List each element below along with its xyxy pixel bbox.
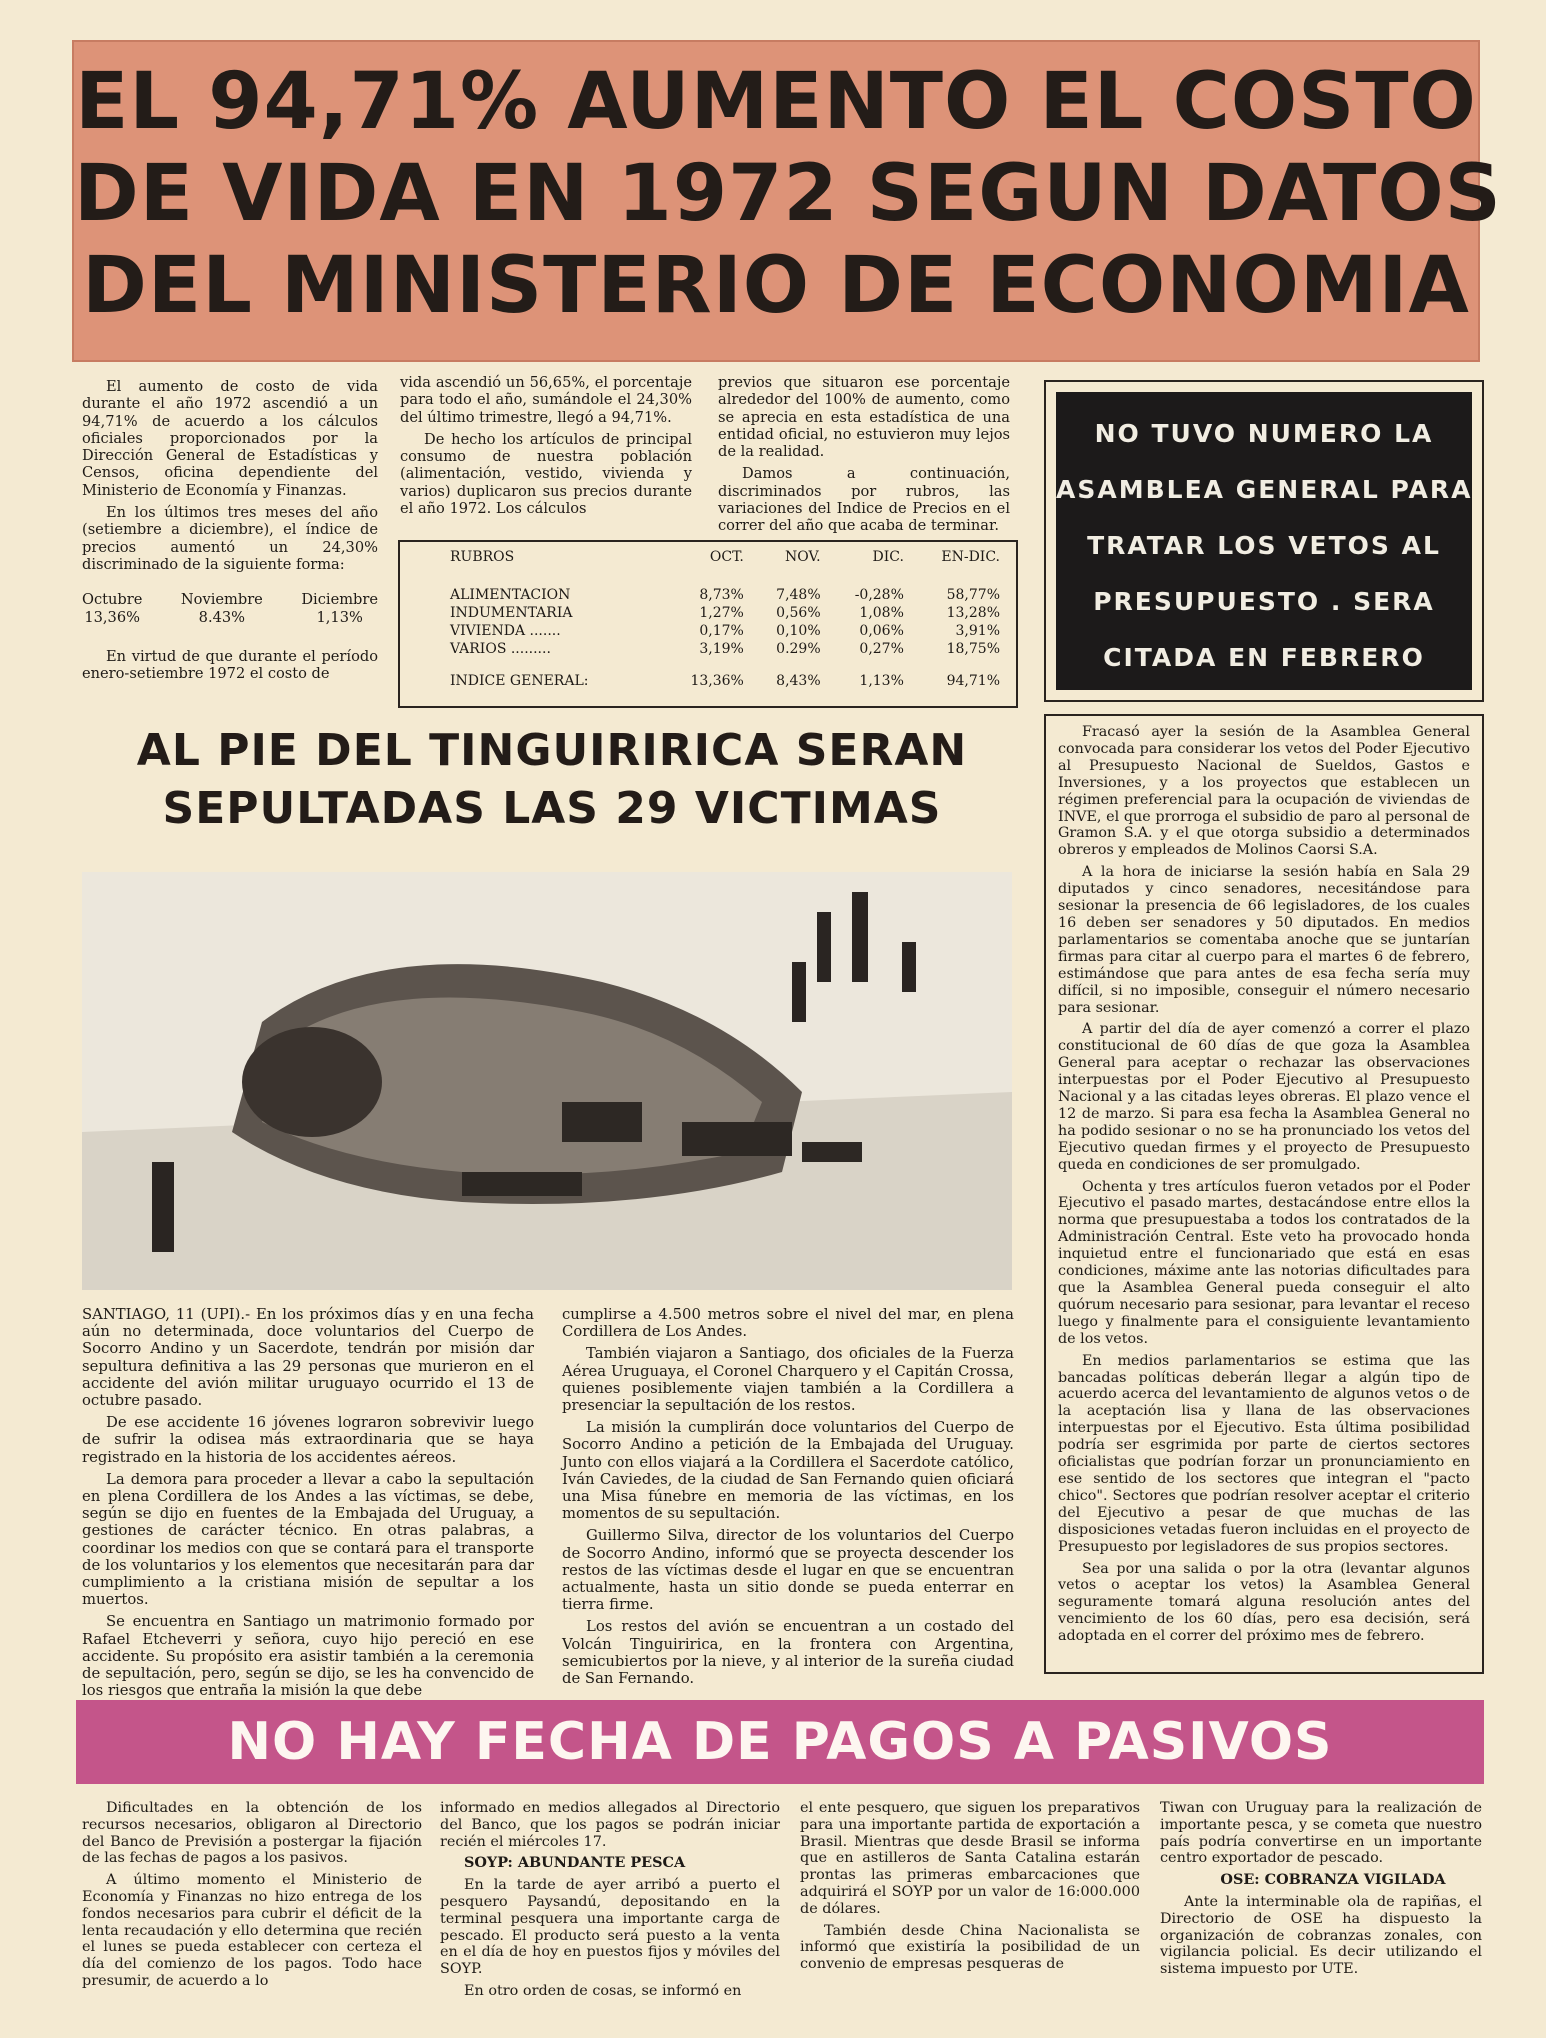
main-headline-line1: EL 94,71% AUMENTO EL COSTO (75, 57, 1477, 147)
table-cell: 1,27% (699, 605, 744, 621)
andes-article-col2 (562, 1306, 1014, 1692)
table-total-row (410, 672, 1006, 690)
cost-article-col1 (82, 378, 378, 687)
pasivos-col2-p1: informado en medios allegados al Directorio del Banco, que los pagos se podrán iniciar recién el miércoles 17. (440, 1800, 780, 1850)
pasivos-col2 (440, 1800, 780, 2005)
table-cell: 0,27% (859, 641, 904, 657)
table-cell: 58,77% (946, 587, 1000, 603)
table-cell: 13,28% (946, 605, 1000, 621)
assembly-headline-line1: NO TUVO NUMERO LA (1094, 419, 1434, 448)
assembly-p2: A la hora de iniciarse la sesión había en Sala 29 diputados y cinco senadores, necesitándose para sesionar la presencia de 66 legisladores, de los cuales 16 deben ser senadores y 50 diputados. En medios parlamentarios se comentaba anoche que se juntarían firmas para citar al cuerpo para el martes 6 de febrero, estimándose que para antes de esa fecha sería muy difícil, si no imposible, conseguir el número necesario para sesionar. (1058, 864, 1470, 1016)
table-cell: VIVIENDA ....... (450, 623, 561, 639)
month-value: 13,36% (84, 608, 140, 626)
table-cell: 0,56% (776, 605, 821, 621)
table-cell: 3,19% (699, 641, 744, 657)
ose-subhead: OSE: COBRANZA VIGILADA (1220, 1871, 1446, 1889)
table-row (410, 622, 1006, 640)
main-headline (74, 42, 1502, 332)
table-cell: INDUMENTARIA (450, 605, 573, 621)
andes-headline-line1: AL PIE DEL TINGUIRIRICA SERAN (136, 725, 968, 776)
assembly-p3: A partir del día de ayer comenzó a correr el plazo constitucional de 60 días de que goza la Asamblea General para aceptar o rechazar las observaciones interpuestas por el Poder Ejecutivo al Presupuesto Nacional y a las citadas leyes obreras. El plazo vence el 12 de marzo. Si para esa fecha la Asamblea General no ha podido sesionar o no se ha pronunciado los vetos del Ejecutivo quedan firmes y el proyecto de Presupuesto queda en condiciones de ser promulgado. (1058, 1021, 1470, 1173)
table-header: DIC. (872, 549, 904, 565)
andes-col1-p2: De ese accidente 16 jóvenes lograron sobrevivir luego de sufrir la odisea más extraordinaria que se haya registrado en la historia de los accidentes aéreos. (82, 1414, 534, 1466)
andes-col2-p2: También viajaron a Santiago, dos oficiales de la Fuerza Aérea Uruguaya, el Coronel Charquero y el Capitán Crossa, quienes posiblemente viajen también a la Cordillera a presenciar la sepultación de los restos. (562, 1345, 1014, 1415)
pasivos-col1 (82, 1800, 422, 1995)
cost-col1-p1: El aumento de costo de vida durante el año 1972 ascendió a un 94,71% de acuerdo a los cálculos oficiales proporcionados por la Dirección General de Estadísticas y Censos, oficina dependiente del Ministerio de Economía y Finanzas. (82, 378, 378, 499)
assembly-article (1044, 714, 1484, 1674)
cost-col3-p1: previos que situaron ese porcentaje alrededor del 100% de aumento, como se aprecia en esta estadística de una entidad oficial, no estuvieron muy lejos de la realidad. (718, 374, 1010, 461)
pasivos-headline: NO HAY FECHA DE PAGOS A PASIVOS (227, 1712, 1333, 1772)
month-october (82, 591, 142, 626)
main-headline-banner (72, 40, 1502, 362)
month-label: Diciembre (301, 591, 378, 609)
andes-headline (82, 722, 1022, 838)
table-cell: 8,73% (699, 587, 744, 603)
andes-col2-p3: La misión la cumplirán doce voluntarios del Cuerpo de Socorro Andino a petición de la Embajada del Uruguay. Junto con ellos viajará a la Cordillera el Sacerdote católico, Iván Caviedes, de la ciudad de San Fernando quien oficiará una Misa fúnebre en memoria de las víctimas, en los momentos de su sepultación. (562, 1419, 1014, 1523)
pasivos-col2-p2: En la tarde de ayer arribó a puerto el pesquero Paysandú, depositando en la terminal pesquera una importante carga de pescado. El producto será puesto a la venta en el día de hoy en puestos fijos y móviles del SOYP. (440, 1877, 780, 1978)
cost-col3-p2: Damos a continuación, discriminados por rubros, las variaciones del Indice de Precios en el correr del año que acaba de terminar. (718, 465, 1010, 535)
assembly-headline-line2: ASAMBLEA GENERAL PARA (1056, 475, 1473, 504)
price-index-table (410, 548, 1006, 690)
andes-col2-p5: Los restos del avión se encuentran a un costado del Volcán Tinguiririca, en la frontera con Argentina, semicubiertos por la nieve, y al interior de la sureña ciudad de San Fernando. (562, 1618, 1014, 1688)
table-header: OCT. (709, 549, 744, 565)
monthly-breakdown (82, 591, 378, 626)
pasivos-col4-p1: Tiwan con Uruguay para la realización de importante pesca, y se cometa que nuestro país podría convertirse en un importante centro exportador de pescado. (1160, 1800, 1482, 1867)
month-value: 1,13% (316, 608, 363, 626)
pasivos-headline-banner (76, 1700, 1484, 1784)
pasivos-col3-p1: el ente pesquero, que siguen los preparativos para una importante partida de exportación a Brasil. Mientras que desde Brasil se informa que en astilleros de Santa Catalina estarán prontas las primeras embarcaciones que adquirirá el SOYP por un valor de 16:000.000 de dólares. (800, 1800, 1140, 1917)
andes-col1-p3: La demora para proceder a llevar a cabo la sepultación en plena Cordillera de los Andes a las víctimas, se debe, según se dijo en fuentes de la Embajada del Uruguay, a gestiones de carácter técnico. En otras palabras, a coordinar los medios con que se contará para el transporte de los voluntarios y los elementos que necesitarán para dar cumplimiento a la cristiana misión de sepultar a los muertos. (82, 1470, 534, 1609)
table-row (410, 604, 1006, 622)
month-december (301, 591, 378, 626)
month-november (181, 591, 263, 626)
table-cell: 3,91% (955, 623, 1000, 639)
pasivos-col3-p2: También desde China Nacionalista se informó que existiría la posibilidad de un convenio de empresas pesqueras de (800, 1922, 1140, 1973)
price-index-table-box (398, 540, 1018, 708)
assembly-headline-line5: CITADA EN FEBRERO (1103, 643, 1425, 672)
table-header: RUBROS (450, 549, 515, 565)
table-cell: VARIOS ......... (450, 641, 551, 657)
table-row (410, 640, 1006, 658)
month-label: Noviembre (180, 591, 263, 609)
table-cell: 94,71% (946, 673, 1000, 689)
table-cell: 8,43% (776, 673, 821, 689)
crash-site-illustration (82, 872, 1012, 1290)
assembly-p1: Fracasó ayer la sesión de la Asamblea General convocada para considerar los vetos del Poder Ejecutivo al Presupuesto Nacional de Sueldos, Gastos e Inversiones, y a los proyectos que establecen un régimen preferencial para la ocupación de viviendas de INVE, el que prorroga el subsidio de paro al personal de Gramon S.A. y el que otorga subsidio a determinados obreros y empleados de Molinos Caorsi S.A. (1058, 724, 1470, 859)
table-cell: 0.29% (776, 641, 821, 657)
pasivos-col2-p3: En otro orden de cosas, se informó en (464, 1982, 742, 1999)
crash-site-photo (82, 872, 1012, 1290)
table-cell: 0,17% (699, 623, 744, 639)
andes-col1-p4: Se encuentra en Santiago un matrimonio formado por Rafael Etcheverri y señora, cuyo hijo pereció en ese accidente. Su propósito era asistir también a la ceremonia de sepultación, pero, según se dijo, se les ha convencido de los riesgos que entraña la misión la que debe (82, 1613, 534, 1700)
andes-headline-line2: SEPULTADAS LAS 29 VICTIMAS (162, 783, 942, 834)
table-cell: 1,08% (859, 605, 904, 621)
table-cell: 13,36% (690, 673, 744, 689)
cost-col2-p1: vida ascendió un 56,65%, el porcentaje para todo el año, sumándole el 24,30% del último trimestre, llegó a 94,71%. (400, 374, 692, 426)
main-headline-line2: DE VIDA EN 1972 SEGUN DATOS (74, 149, 1502, 239)
cost-col2-p2: De hecho los artículos de principal consumo de nuestra población (alimentación, vestido, vivienda y varios) duplicaron sus precios durante el año 1972. Los cálculos (400, 430, 692, 518)
pasivos-col1-p1: Dificultades en la obtención de los recursos necesarios, obligaron al Directorio del Banco de Previsión a postergar la fijación de las fechas de pagos a los pasivos. (82, 1800, 422, 1867)
assembly-headline-line4: PRESUPUESTO . SERA (1093, 587, 1435, 616)
table-cell: 0,06% (859, 623, 904, 639)
andes-col1-p1: SANTIAGO, 11 (UPI).- En los próximos días y en una fecha aún no determinada, doce voluntarios del Cuerpo de Socorro Andino y un Sacerdote, tendrán por misión dar sepultura definitiva a las 29 personas que murieron en el accidente del avión militar uruguayo ocurrido el 13 de octubre pasado. (82, 1306, 534, 1410)
main-headline-line3: DEL MINISTERIO DE ECONOMIA (82, 241, 1470, 331)
cost-article-col2 (400, 374, 692, 522)
table-row (410, 586, 1006, 604)
table-header: NOV. (785, 549, 821, 565)
andes-article-col1 (82, 1306, 534, 1704)
assembly-p4: Ochenta y tres artículos fueron vetados por el Poder Ejecutivo el pasado martes, destacándose entre ellos la norma que presupuestaba a todos los contratados de la Administración Central. Este veto ha provocado honda inquietud entre el funcionariado que está en esas condiciones, máxime ante las notorias dificultades para que la Asamblea General pueda conseguir el alto quórum necesario para sesionar, para levantar el receso luego y finalmente para el consiguiente levantamiento de los vetos. (1058, 1178, 1470, 1347)
andes-col2-p4: Guillermo Silva, director de los voluntarios del Cuerpo de Socorro Andino, informó que se proyecta descender los restos de las víctimas desde el lugar en que se encuentran actualmente, hasta un sitio donde se pueda enterrar en tierra firme. (562, 1527, 1014, 1614)
assembly-p6: Sea por una salida o por la otra (levantar algunos vetos o aceptar los vetos) la Asamblea General seguramente tomará alguna resolución antes del vencimiento de los 60 días, pero esa decisión, será adoptada en el correr del próximo mes de febrero. (1058, 1560, 1470, 1645)
assembly-box-frame (1044, 380, 1484, 702)
table-cell: INDICE GENERAL: (450, 673, 589, 689)
assembly-headline-box (1056, 392, 1472, 690)
assembly-headline-line3: TRATAR LOS VETOS AL (1087, 531, 1441, 560)
assembly-p5: En medios parlamentarios se estima que las bancadas políticas deberán llegar a algún tipo de acuerdo acerca del levantamiento de algunos vetos o de la aceptación lisa y llana de las observaciones interpuestas por el Ejecutivo. Esta última posibilidad podría ser esgrimida por parte de ciertos sectores oficialistas que podrían forzar un pronunciamiento en ese sentido de los sectores que integran el "pacto chico". Sectores que podrían resolver aceptar el criterio del Ejecutivo a pesar de que muchas de las disposiciones vetadas fueron incluidas en el proyecto de Presupuesto por legisladores de sus propios sectores. (1058, 1352, 1470, 1555)
month-label: Octubre (82, 591, 143, 609)
table-cell: 0,10% (776, 623, 821, 639)
table-cell: 18,75% (946, 641, 1000, 657)
month-value: 8.43% (198, 608, 246, 626)
pasivos-col3 (800, 1800, 1140, 1978)
andes-col2-p1: cumplirse a 4.500 metros sobre el nivel del mar, en plena Cordillera de Los Andes. (562, 1306, 1014, 1341)
pasivos-col1-p2: A último momento el Ministerio de Economía y Finanzas no hizo entrega de los fondos necesarios para cubrir el déficit de la lenta recaudación y ello determina que recién el lunes se pueda establecer con certeza el día del comienzo de los pagos. Todo hace presumir, de acuerdo a lo (82, 1872, 422, 1989)
pasivos-col4 (1160, 1800, 1482, 1983)
soyp-subhead: SOYP: ABUNDANTE PESCA (464, 1854, 686, 1872)
cost-col1-p2: En los últimos tres meses del año (setiembre a diciembre), el índice de precios aumentó un 24,30% discriminado de la siguiente forma: (82, 504, 378, 573)
pasivos-col4-p2: Ante la interminable ola de rapiñas, el Directorio de OSE ha dispuesto la organización de cobranzas zonales, con vigilancia policial. Es decir utilizando el sistema impuesto por UTE. (1160, 1893, 1482, 1978)
table-cell: ALIMENTACION (450, 587, 571, 603)
table-cell: 1,13% (859, 673, 904, 689)
table-header: EN-DIC. (941, 549, 1000, 565)
cost-article-col3 (718, 374, 1010, 540)
cost-col1-p3: En virtud de que durante el período enero-setiembre 1972 el costo de (82, 647, 378, 683)
table-header-row (410, 548, 1006, 566)
table-cell: 7,48% (776, 587, 821, 603)
table-cell: -0,28% (854, 587, 904, 603)
